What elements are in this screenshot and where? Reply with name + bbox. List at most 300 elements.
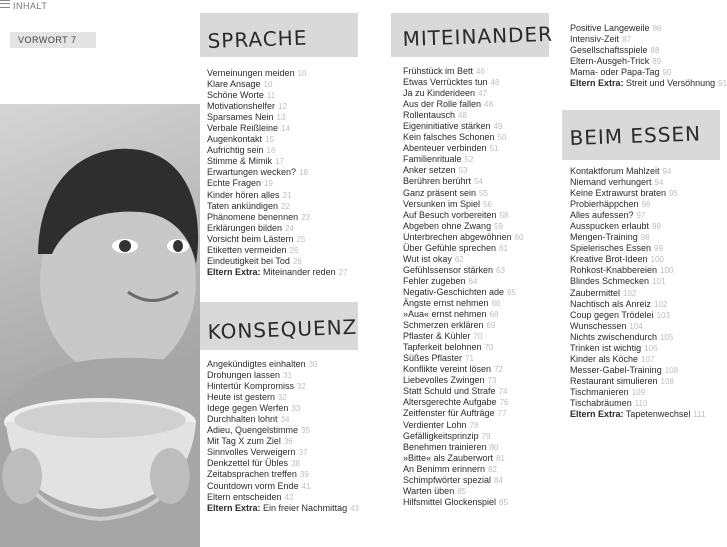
toc-entry[interactable] xyxy=(403,276,524,287)
toc-entry-page: 47 xyxy=(478,89,487,99)
toc-entry-title: Phänomene benennen xyxy=(207,211,299,222)
toc-entry-page: 35 xyxy=(301,426,310,436)
toc-entry[interactable] xyxy=(403,453,524,464)
toc-entry-page: 18 xyxy=(299,168,308,178)
toc-entry-title: Familienrituale xyxy=(403,154,462,165)
toc-entry-page: 53 xyxy=(458,166,468,176)
toc-entry-title: An Benimm erinnern xyxy=(403,463,486,474)
toc-entry-title: Ganz präsent sein xyxy=(403,187,477,198)
toc-entry-title: Motivationshelfer xyxy=(207,101,276,112)
toc-entry-title: Positive Langeweile xyxy=(570,23,650,33)
toc-entry-title: Schöne Worte xyxy=(207,90,264,101)
toc-entry-title: Denkzettel für Übles xyxy=(207,458,289,469)
toc-entry[interactable] xyxy=(207,414,359,425)
vorwort-tab[interactable] xyxy=(10,32,96,48)
toc-entry-page: 70 xyxy=(473,332,483,342)
toc-entry[interactable] xyxy=(403,342,524,353)
toc-entry-page: 110 xyxy=(634,398,648,408)
section-sprache-title: SPRACHE xyxy=(207,25,308,53)
toc-entry-title: Hintertür Kompromiss xyxy=(207,381,295,392)
toc-entry-page: 82 xyxy=(488,464,497,474)
toc-entry[interactable] xyxy=(403,221,524,232)
toc-entry-page: 98 xyxy=(640,233,650,243)
toc-entry-title: Augenkontakt xyxy=(207,134,263,145)
toc-entry[interactable] xyxy=(403,408,524,419)
toc-entry-page: 70 xyxy=(484,343,494,353)
toc-entry[interactable] xyxy=(207,234,348,245)
toc-entry-title: Abenteuer verbinden xyxy=(403,143,487,154)
toc-entry-title: Angekündigtes einhalten xyxy=(207,359,306,369)
toc-entry-title: Abgeben ohne Zwang xyxy=(403,220,492,231)
toc-entry-title: Probierhäppchen xyxy=(570,199,639,210)
extra-title: Tapetenwechsel xyxy=(625,409,691,420)
toc-entry[interactable] xyxy=(403,121,524,132)
toc-entry[interactable] xyxy=(207,256,348,267)
toc-entry-title: Klare Ansage xyxy=(207,79,261,90)
toc-entry[interactable] xyxy=(207,201,348,212)
toc-entry-page: 96 xyxy=(641,200,651,210)
toc-entry-page: 103 xyxy=(656,310,670,320)
toc-entry-title: Zeitfenster für Aufträge xyxy=(403,408,495,419)
toc-entry-title: Wunschessen xyxy=(570,320,627,331)
toc-entry[interactable] xyxy=(570,177,706,188)
toc-entry[interactable] xyxy=(403,397,524,408)
toc-entry[interactable] xyxy=(207,178,348,189)
toc-entry[interactable] xyxy=(570,321,706,332)
toc-entry-page: 104 xyxy=(629,321,643,331)
toc-entry-title: Rohkost-Knabbereien xyxy=(570,265,658,276)
toc-entry-page: 86 xyxy=(652,24,662,33)
toc-entry[interactable] xyxy=(570,376,706,387)
toc-entry-page: 10 xyxy=(263,80,273,90)
toc-entry[interactable] xyxy=(570,56,727,67)
menu-lines-icon xyxy=(0,0,10,8)
toc-entry-page: 51 xyxy=(489,144,499,154)
toc-entry-title: Pflaster & Kühler xyxy=(403,331,471,342)
toc-entry-page: 106 xyxy=(644,343,658,353)
toc-entry[interactable] xyxy=(570,199,706,210)
toc-entry[interactable] xyxy=(403,254,524,265)
toc-entry[interactable] xyxy=(403,320,524,331)
toc-entry-title: Etwas Verrücktes tun xyxy=(403,77,488,88)
toc-entry-title: Intensiv-Zeit xyxy=(570,34,620,45)
toc-entry[interactable] xyxy=(570,254,706,265)
toc-entry-title: Coup gegen Trödelei xyxy=(570,309,654,320)
toc-entry-title: Eltern entscheiden xyxy=(207,491,282,502)
section-misc xyxy=(562,17,727,97)
toc-entry-title: Gefälligkeitsprinzip xyxy=(403,430,479,441)
toc-entry-title: Kein falsches Schonen xyxy=(403,132,495,143)
toc-entry-title: Rollentausch xyxy=(403,110,456,121)
toc-entry-page: 84 xyxy=(494,475,503,485)
toc-entry-page: 16 xyxy=(266,146,276,156)
toc-entry-page: 105 xyxy=(660,332,674,342)
toc-entry[interactable] xyxy=(403,420,524,431)
toc-entry[interactable] xyxy=(207,436,359,447)
toc-entry[interactable] xyxy=(403,442,524,453)
toc-entry-title: Sparsames Nein xyxy=(207,112,274,123)
toc-entry[interactable] xyxy=(403,188,524,199)
toc-entry[interactable] xyxy=(570,166,706,177)
toc-entry-extra[interactable] xyxy=(570,409,706,420)
toc-entry-title: Fehler zugeben xyxy=(403,275,466,286)
toc-entry-page: 14 xyxy=(281,124,290,134)
toc-entry[interactable] xyxy=(570,45,727,56)
toc-entry-title: Hilfsmittel Glockenspiel xyxy=(403,496,497,507)
child-photo xyxy=(0,104,200,547)
toc-entry-title: Taten ankündigen xyxy=(207,200,279,211)
toc-entry[interactable] xyxy=(570,310,706,321)
toc-entry-title: Kinder hören alles xyxy=(207,189,280,200)
toc-entry-page: 22 xyxy=(281,201,290,211)
toc-entry-title: Nachtisch als Anreiz xyxy=(570,298,652,309)
toc-entry[interactable] xyxy=(570,332,706,343)
extra-label: Eltern Extra: xyxy=(570,409,624,420)
toc-entry[interactable] xyxy=(570,210,706,221)
toc-entry-title: Süßes Pflaster xyxy=(403,353,463,364)
toc-entry-page: 89 xyxy=(652,57,662,67)
toc-entry-page: 94 xyxy=(662,167,672,176)
extra-title: Ein freier Nachmittag xyxy=(263,502,348,513)
toc-entry-title: Niemand verhungert xyxy=(570,177,652,188)
toc-entry[interactable] xyxy=(403,243,524,254)
toc-entry-page: 36 xyxy=(283,437,293,447)
toc-entry-page: 81 xyxy=(496,453,505,463)
toc-entry[interactable] xyxy=(207,403,359,414)
toc-entry-page: 26 xyxy=(292,256,302,266)
toc-entry-page: 23 xyxy=(301,212,310,222)
toc-entry-page: 78 xyxy=(469,420,479,430)
toc-entry-page: 66 xyxy=(491,298,501,308)
toc-entry-page: 31 xyxy=(283,371,292,381)
toc-entry[interactable] xyxy=(207,425,359,436)
toc-entry[interactable] xyxy=(403,364,524,375)
toc-entry-page: 46 xyxy=(490,78,500,88)
toc-entry[interactable] xyxy=(403,176,524,187)
toc-entry-page: 56 xyxy=(483,199,492,209)
toc-entry[interactable] xyxy=(403,143,524,154)
toc-entry-page: 72 xyxy=(494,365,503,375)
toc-entry[interactable] xyxy=(207,381,359,392)
toc-entry-page: 54 xyxy=(474,177,483,187)
toc-entry-page: 32 xyxy=(278,393,287,403)
toc-entry[interactable] xyxy=(403,497,524,508)
section-miteinander xyxy=(391,13,554,523)
toc-entry-extra[interactable] xyxy=(207,503,359,514)
toc-entry-page: 101 xyxy=(652,277,666,287)
toc-entry-title: Aus der Rolle fallen xyxy=(403,99,482,110)
toc-entry-title: Nichts zwischendurch xyxy=(570,331,658,342)
toc-entry-page: 88 xyxy=(650,46,660,56)
toc-entry-title: Eigeninitiative stärken xyxy=(403,121,491,132)
toc-entry[interactable] xyxy=(403,88,524,99)
toc-entry-title: Konflikte vereint lösen xyxy=(403,364,492,375)
toc-entry-page: 108 xyxy=(664,365,679,375)
toc-entry[interactable] xyxy=(403,265,524,276)
toc-entry-extra[interactable] xyxy=(207,267,348,278)
toc-entry-extra[interactable] xyxy=(570,78,727,89)
toc-entry-title: Statt Schuld und Strafe xyxy=(403,386,496,397)
toc-entry[interactable] xyxy=(207,370,359,381)
toc-entry-title: Vorsicht beim Lästern xyxy=(207,233,294,244)
toc-entry-title: Frühstück im Bett xyxy=(403,66,474,76)
toc-entry[interactable] xyxy=(207,359,359,370)
toc-entry-page: 64 xyxy=(468,276,478,286)
toc-entry[interactable] xyxy=(403,210,524,221)
toc-entry-page: 90 xyxy=(662,68,672,78)
toc-entry-title: Mengen-Training xyxy=(570,232,638,243)
toc-entry-page: 60 xyxy=(514,232,524,242)
toc-entry-title: Alles aufessen? xyxy=(570,210,634,221)
toc-entry[interactable] xyxy=(403,165,524,176)
toc-entry-page: 68 xyxy=(489,310,499,320)
toc-entry[interactable] xyxy=(403,154,524,165)
toc-entry[interactable] xyxy=(570,387,706,398)
toc-entry-title: Tapferkeit belohnen xyxy=(403,342,482,353)
toc-entry-title: Ja zu Kinderideen xyxy=(403,88,476,99)
toc-entry[interactable] xyxy=(207,90,348,101)
toc-entry-page: 69 xyxy=(486,321,496,331)
toc-entry-page: 80 xyxy=(489,442,499,452)
section-konsequenz-title: KONSEQUENZ xyxy=(207,314,358,344)
toc-entry-page: 21 xyxy=(282,190,292,200)
toc-entry-title: Mama- oder Papa-Tag xyxy=(570,67,660,78)
toc-entry-page: 85 xyxy=(499,497,508,507)
toc-entry[interactable] xyxy=(403,375,524,386)
extra-label: Eltern Extra: xyxy=(570,78,624,89)
toc-entry-title: Erwartungen wecken? xyxy=(207,167,297,178)
miteinander-list xyxy=(403,66,524,508)
toc-entry[interactable] xyxy=(403,331,524,342)
toc-entry[interactable] xyxy=(207,190,348,201)
toc-entry-title: Schmerzen erklären xyxy=(403,320,484,331)
toc-entry-title: Gesellschaftsspiele xyxy=(570,45,648,56)
toc-entry-page: 46 xyxy=(476,67,485,76)
toc-entry[interactable] xyxy=(403,298,524,309)
toc-entry-title: Liebevolles Zwingen xyxy=(403,375,485,386)
toc-entry[interactable] xyxy=(207,212,348,223)
toc-entry-page: 100 xyxy=(660,266,674,276)
contents-header-label: INHALT xyxy=(13,1,48,11)
extra-page: 27 xyxy=(338,267,348,277)
toc-entry-page: 98 xyxy=(652,222,661,232)
toc-entry[interactable] xyxy=(570,265,706,276)
toc-entry-title: Blindes Schmecken xyxy=(570,276,650,287)
toc-entry-title: Eindeutigkeit bei Tod xyxy=(207,255,290,266)
toc-entry-title: Sinnvolles Verweigern xyxy=(207,447,296,458)
toc-entry[interactable] xyxy=(570,276,706,287)
toc-entry-page: 33 xyxy=(291,404,301,414)
toc-entry[interactable] xyxy=(403,132,524,143)
child-illustration xyxy=(0,104,200,547)
misc-list xyxy=(570,23,727,89)
toc-entry-title: Über Gefühle sprechen xyxy=(403,242,497,253)
extra-page: 43 xyxy=(350,503,359,513)
toc-entry[interactable] xyxy=(207,447,359,458)
toc-entry-page: 87 xyxy=(622,35,631,45)
extra-page: 111 xyxy=(693,410,706,420)
toc-entry[interactable] xyxy=(207,68,348,79)
toc-entry-page: 108 xyxy=(660,376,674,386)
toc-entry[interactable] xyxy=(570,188,706,199)
toc-entry-page: 79 xyxy=(481,431,491,441)
section-miteinander-title: MITEINANDER xyxy=(402,21,554,51)
toc-entry[interactable] xyxy=(403,386,524,397)
toc-entry-title: Verbale Reißleine xyxy=(207,123,279,134)
toc-entry-title: Kinder als Köche xyxy=(570,353,639,364)
toc-entry-title: Unterbrechen abgewöhnen xyxy=(403,231,512,242)
toc-entry-page: 39 xyxy=(299,470,309,480)
toc-entry[interactable] xyxy=(403,309,524,320)
section-essen xyxy=(562,110,720,432)
toc-entry-page: 62 xyxy=(454,254,464,264)
toc-entry[interactable] xyxy=(570,398,706,409)
toc-entry[interactable] xyxy=(207,134,348,145)
toc-entry-page: 25 xyxy=(296,234,306,244)
toc-entry-title: Tischmanieren xyxy=(570,386,629,397)
toc-entry[interactable] xyxy=(207,167,348,178)
toc-entry[interactable] xyxy=(207,245,348,256)
toc-entry[interactable] xyxy=(403,232,524,243)
section-konsequenz xyxy=(200,302,358,524)
toc-entry-title: Idege gegen Werfen xyxy=(207,403,289,414)
toc-entry-title: Messer-Gabel-Training xyxy=(570,364,662,375)
toc-entry-page: 48 xyxy=(484,100,493,110)
vorwort-page: 7 xyxy=(71,35,77,45)
toc-entry-title: Etiketten vermeiden xyxy=(207,244,287,255)
toc-entry-title: Mit Tag X zum Ziel xyxy=(207,436,281,447)
toc-entry-title: Negativ-Geschichten ade xyxy=(403,286,505,297)
toc-entry[interactable] xyxy=(207,469,359,480)
toc-entry-page: 95 xyxy=(669,189,678,199)
toc-entry-title: Durchhalten lohnt xyxy=(207,414,278,425)
toc-entry-title: Altersgerechte Aufgabe xyxy=(403,397,497,408)
toc-entry-title: Echte Fragen xyxy=(207,178,262,189)
toc-entry-page: 102 xyxy=(654,299,668,309)
toc-entry-title: Zeitabsprachen treffen xyxy=(207,469,297,480)
toc-entry-page: 15 xyxy=(265,135,274,145)
toc-entry[interactable] xyxy=(207,123,348,134)
toc-entry[interactable] xyxy=(403,431,524,442)
toc-entry-page: 32 xyxy=(297,382,306,392)
toc-entry[interactable] xyxy=(570,354,706,365)
toc-entry[interactable] xyxy=(403,77,524,88)
section-sprache xyxy=(200,13,358,289)
toc-entry-title: Erklärungen bilden xyxy=(207,222,283,233)
toc-entry-page: 97 xyxy=(636,211,646,221)
extra-page: 91 xyxy=(718,79,727,89)
toc-entry-page: 49 xyxy=(493,122,503,132)
toc-entry[interactable] xyxy=(570,299,706,310)
toc-entry[interactable] xyxy=(570,288,706,299)
extra-title: Streit und Versöhnung xyxy=(626,78,716,89)
toc-entry-title: Warten üben xyxy=(403,485,455,496)
toc-entry[interactable] xyxy=(207,481,359,492)
toc-entry-title: Trinken ist wichtig xyxy=(570,342,642,353)
toc-entry-page: 37 xyxy=(298,448,308,458)
extra-title: Miteinander reden xyxy=(263,266,336,277)
toc-entry-title: »Aua« ernst nehmen xyxy=(403,309,487,320)
toc-entry-page: 50 xyxy=(497,133,507,143)
toc-entry-title: Keine Extrawurst braten xyxy=(570,188,667,199)
toc-entry-page: 19 xyxy=(264,179,273,189)
toc-entry-page: 11 xyxy=(266,91,276,101)
toc-entry-page: 63 xyxy=(496,265,505,275)
toc-entry[interactable] xyxy=(403,287,524,298)
toc-entry[interactable] xyxy=(207,223,348,234)
toc-entry[interactable] xyxy=(403,353,524,364)
toc-entry-page: 38 xyxy=(291,459,300,469)
toc-entry[interactable] xyxy=(570,365,706,376)
toc-entry-page: 48 xyxy=(458,111,467,121)
toc-entry-page: 77 xyxy=(497,409,507,419)
toc-entry[interactable] xyxy=(570,23,727,34)
toc-entry-page: 55 xyxy=(479,188,488,198)
toc-entry-title: Gefühlssensor stärken xyxy=(403,264,494,275)
toc-entry[interactable] xyxy=(403,486,524,497)
toc-entry[interactable] xyxy=(403,475,524,486)
essen-list xyxy=(570,166,706,420)
toc-entry-title: Ängste ernst nehmen xyxy=(403,297,489,308)
toc-entry-title: Zaubermittel xyxy=(570,287,621,298)
toc-entry-page: 13 xyxy=(276,113,286,123)
toc-entry-page: 17 xyxy=(275,157,284,167)
toc-entry[interactable] xyxy=(207,156,348,167)
toc-entry-title: Eltern-Ausgeh-Trick xyxy=(570,56,650,67)
toc-entry-page: 74 xyxy=(498,387,508,397)
toc-entry-title: Auf Besuch vorbereiten xyxy=(403,209,497,220)
toc-entry-page: 65 xyxy=(507,287,516,297)
toc-entry[interactable] xyxy=(570,343,706,354)
toc-entry[interactable] xyxy=(207,101,348,112)
toc-entry[interactable] xyxy=(207,112,348,123)
toc-entry-title: Verdienter Lohn xyxy=(403,419,467,430)
toc-entry-title: Wut ist okay xyxy=(403,253,452,264)
toc-entry-title: Anker setzen xyxy=(403,165,456,176)
toc-entry[interactable] xyxy=(207,492,359,503)
toc-entry[interactable] xyxy=(403,66,524,77)
toc-entry-page: 109 xyxy=(631,387,646,397)
toc-entry[interactable] xyxy=(570,221,706,232)
toc-entry-page: 30 xyxy=(308,360,318,369)
contents-header xyxy=(0,0,47,10)
toc-entry[interactable] xyxy=(570,67,727,78)
toc-entry[interactable] xyxy=(207,145,348,156)
toc-entry[interactable] xyxy=(570,34,727,45)
konsequenz-list xyxy=(207,359,359,514)
toc-entry[interactable] xyxy=(207,79,348,90)
toc-entry[interactable] xyxy=(570,243,706,254)
toc-entry-page: 71 xyxy=(465,354,474,364)
toc-entry[interactable] xyxy=(403,110,524,121)
toc-entry-title: Schimpfwörter spezial xyxy=(403,474,492,485)
toc-entry-title: Verneinungen meiden xyxy=(207,68,295,78)
toc-entry-page: 76 xyxy=(499,398,509,408)
toc-entry[interactable] xyxy=(403,199,524,210)
toc-entry-page: 41 xyxy=(301,481,311,491)
toc-entry-page: 107 xyxy=(641,354,655,364)
toc-entry-title: Restaurant simulieren xyxy=(570,375,658,386)
toc-entry-page: 100 xyxy=(650,255,664,265)
toc-entry-page: 85 xyxy=(457,486,467,496)
toc-entry[interactable] xyxy=(403,99,524,110)
toc-entry[interactable] xyxy=(207,458,359,469)
toc-entry[interactable] xyxy=(207,392,359,403)
toc-entry[interactable] xyxy=(403,464,524,475)
toc-entry[interactable] xyxy=(570,232,706,243)
toc-entry-page: 26 xyxy=(289,245,299,255)
toc-entry-page: 61 xyxy=(499,243,508,253)
